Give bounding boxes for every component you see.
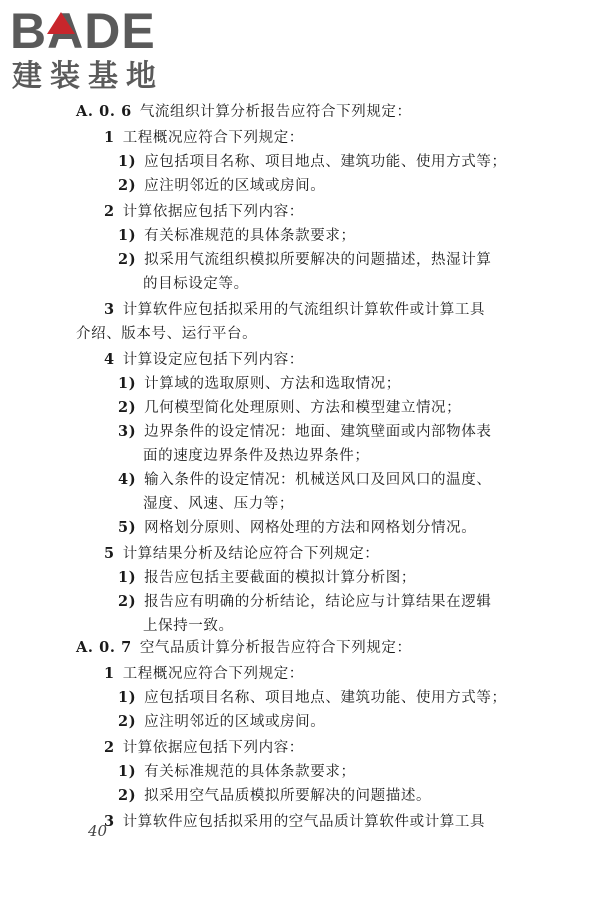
clause-number: 1 xyxy=(104,129,115,146)
clause-text: 气流组织计算分析报告应符合下列规定： xyxy=(139,104,412,120)
text-line xyxy=(118,688,507,708)
clause-number: 1) xyxy=(118,569,137,586)
clause-number: 2) xyxy=(118,713,137,730)
clause-text: 计算结果分析及结论应符合下列规定： xyxy=(122,546,380,562)
text-line xyxy=(104,300,485,320)
clause-text: 应包括项目名称、项目地点、建筑功能、使用方式等； xyxy=(144,690,507,706)
text-line xyxy=(118,592,491,612)
text-line xyxy=(104,738,304,758)
clause-text: 计算域的选取原则、方法和选取情况； xyxy=(144,376,401,392)
text-line xyxy=(76,638,412,658)
clause-number: 2 xyxy=(104,203,115,220)
clause-number: A. 0. 6 xyxy=(76,103,132,120)
clause-text: 有关标准规范的具体条款要求； xyxy=(144,764,356,780)
text-line xyxy=(143,616,234,636)
text-line xyxy=(143,446,370,466)
clause-text: 拟采用气流组织模拟所要解决的问题描述，热湿计算 xyxy=(144,252,492,268)
clause-text: 计算软件应包括拟采用的空气品质计算软件或计算工具 xyxy=(122,814,486,830)
clause-number: 4 xyxy=(104,351,115,368)
clause-number: 1) xyxy=(118,689,137,706)
text-line xyxy=(118,762,356,782)
text-line xyxy=(143,274,249,294)
text-line xyxy=(118,712,325,732)
clause-text: 计算依据应包括下列内容： xyxy=(122,740,304,756)
clause-number: A. 0. 7 xyxy=(76,639,132,656)
clause-text: 湿度、风速、压力等； xyxy=(143,496,294,512)
text-line xyxy=(118,226,356,246)
clause-number: 3) xyxy=(118,423,137,440)
clause-number: 5) xyxy=(118,519,137,536)
clause-text: 报告应有明确的分析结论，结论应与计算结果在逻辑 xyxy=(144,594,492,610)
text-line xyxy=(118,398,461,418)
clause-text: 的目标设定等。 xyxy=(143,276,249,292)
clause-number: 2 xyxy=(104,739,115,756)
clause-text: 边界条件的设定情况：地面、建筑壁面或内部物体表 xyxy=(144,424,492,440)
text-line xyxy=(104,812,485,832)
clause-number: 3 xyxy=(104,301,115,318)
clause-text: 计算设定应包括下列内容： xyxy=(122,352,304,368)
text-line xyxy=(104,350,304,370)
clause-text: 应注明邻近的区域或房间。 xyxy=(144,178,326,194)
text-line xyxy=(118,422,491,442)
logo-wordmark: BADE xyxy=(10,3,156,59)
clause-text: 空气品质计算分析报告应符合下列规定： xyxy=(139,640,412,656)
clause-number: 2) xyxy=(118,177,137,194)
clause-number: 1 xyxy=(104,665,115,682)
text-line xyxy=(76,324,257,344)
clause-text: 上保持一致。 xyxy=(143,618,234,634)
clause-number: 2) xyxy=(118,787,137,804)
text-line xyxy=(104,128,304,148)
clause-text: 有关标准规范的具体条款要求； xyxy=(144,228,356,244)
clause-text: 输入条件的设定情况：机械送风口及回风口的温度、 xyxy=(144,472,492,488)
clause-number: 3 xyxy=(104,813,115,830)
text-line xyxy=(118,470,491,490)
clause-text: 工程概况应符合下列规定： xyxy=(122,666,304,682)
clause-number: 4) xyxy=(118,471,137,488)
text-line xyxy=(118,518,476,538)
clause-number: 2) xyxy=(118,593,137,610)
clause-number: 1) xyxy=(118,763,137,780)
text-line xyxy=(104,544,379,564)
text-line xyxy=(118,176,325,196)
text-line xyxy=(104,664,304,684)
clause-number: 1) xyxy=(118,153,137,170)
clause-number: 2) xyxy=(118,399,137,416)
text-line xyxy=(104,202,304,222)
clause-number: 5 xyxy=(104,545,115,562)
clause-text: 介绍、版本号、运行平台。 xyxy=(76,326,258,342)
clause-text: 工程概况应符合下列规定： xyxy=(122,130,304,146)
clause-number: 1) xyxy=(118,375,137,392)
clause-text: 拟采用空气品质模拟所要解决的问题描述。 xyxy=(144,788,432,804)
clause-text: 计算依据应包括下列内容： xyxy=(122,204,304,220)
clause-text: 计算软件应包括拟采用的气流组织计算软件或计算工具 xyxy=(122,302,486,318)
text-line xyxy=(118,152,507,172)
clause-text: 报告应包括主要截面的模拟计算分析图； xyxy=(144,570,416,586)
text-line xyxy=(118,786,431,806)
clause-text: 网格划分原则、网格处理的方法和网格划分情况。 xyxy=(144,520,477,536)
text-line xyxy=(143,494,294,514)
logo-chinese-text: 建装基地 xyxy=(12,59,164,94)
text-line xyxy=(118,374,401,394)
clause-number: 1) xyxy=(118,227,137,244)
clause-text: 应包括项目名称、项目地点、建筑功能、使用方式等； xyxy=(144,154,507,170)
text-line xyxy=(118,250,491,270)
clause-number: 2) xyxy=(118,251,137,268)
text-line xyxy=(76,102,412,122)
clause-text: 应注明邻近的区域或房间。 xyxy=(144,714,326,730)
clause-text: 几何模型简化处理原则、方法和模型建立情况； xyxy=(144,400,462,416)
clause-text: 面的速度边界条件及热边界条件； xyxy=(143,448,370,464)
text-line xyxy=(118,568,416,588)
page-number: 40 xyxy=(88,822,108,840)
